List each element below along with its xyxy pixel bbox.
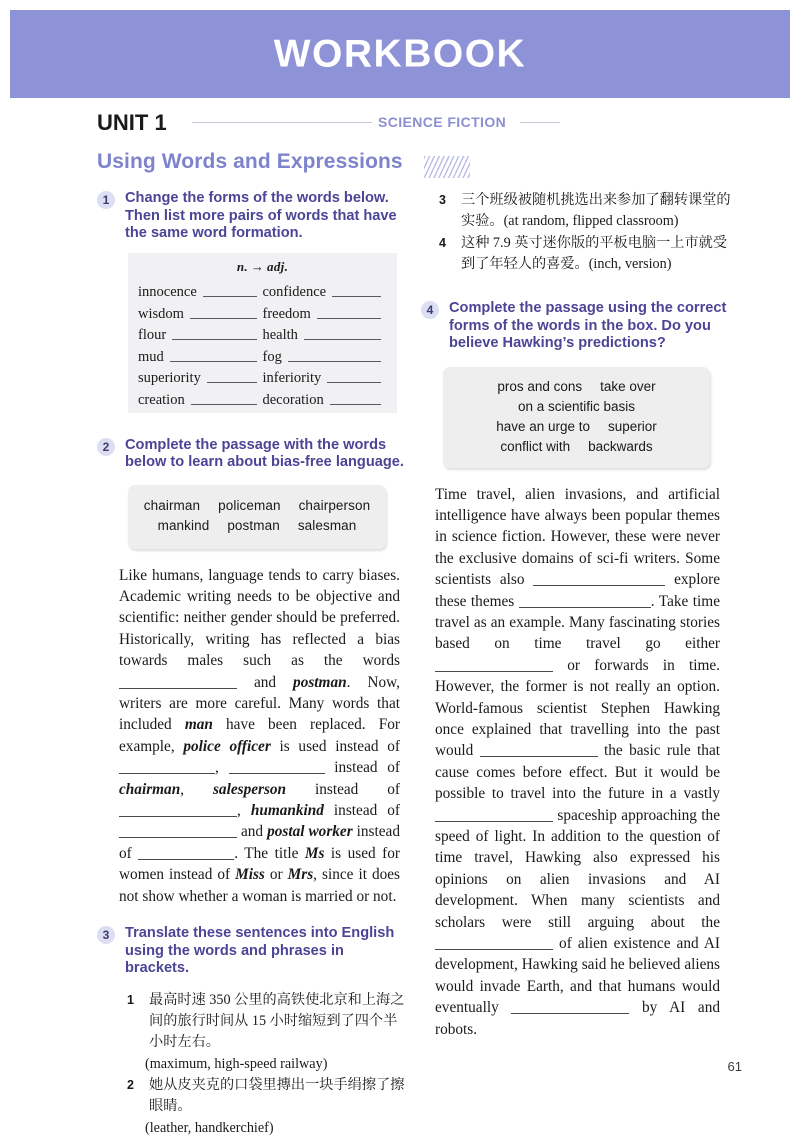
exercise-4-passage: [435, 484, 720, 1041]
exercise-4-number: 4: [421, 301, 439, 319]
list-item-hint: (leather, handkerchief): [145, 1119, 274, 1136]
answer-blank[interactable]: [317, 307, 381, 319]
wordbox-line: [443, 397, 710, 417]
exercise-4-head: [421, 300, 733, 353]
word-formation-table: [128, 253, 397, 413]
noun-word: decoration: [262, 391, 324, 408]
exercise-2-title: Complete the passage with the words below to learn about bias-free language.: [125, 436, 404, 470]
table-cell: [138, 327, 263, 343]
wordbox-word: backwards: [588, 438, 653, 454]
table-cell: [138, 306, 263, 322]
list-item-chinese: [461, 233, 733, 275]
exercise-1-title: Change the forms of the words below. Then list more pairs of words that have the same word formation.: [125, 190, 397, 241]
exercise-3-number: 3: [97, 926, 115, 944]
exercise-3-title: Translate these sentences into English using the words and phrases in brackets.: [125, 925, 395, 976]
passage-emphasis: police officer: [183, 737, 271, 755]
passage-emphasis: humankind: [250, 801, 324, 819]
passage-text: instead of: [323, 801, 400, 819]
answer-blank[interactable]: [119, 823, 237, 838]
wordbox-line: [128, 496, 386, 517]
table-row: [128, 343, 397, 365]
passage-emphasis: Miss: [235, 866, 265, 884]
answer-blank[interactable]: [480, 742, 598, 757]
unit-header: [97, 110, 797, 136]
answer-blank[interactable]: [304, 328, 381, 340]
table-cell: [263, 392, 388, 408]
list-item-chinese: 最高时速 350 公里的高铁使北京和上海之间的旅行时间从 15 小时缩短到了四个半小时左右。: [149, 991, 405, 1050]
table-cell: [263, 349, 388, 365]
list-item-number: 4: [439, 236, 446, 250]
answer-blank[interactable]: [119, 759, 215, 774]
passage-text: ,: [180, 780, 213, 798]
answer-blank[interactable]: [327, 371, 381, 383]
page-banner: [10, 10, 790, 98]
wordbox-line: [443, 417, 710, 437]
list-item-number: 3: [439, 193, 446, 207]
answer-blank[interactable]: [533, 571, 665, 586]
passage-emphasis: Mrs: [287, 866, 314, 884]
list-item-chinese-text: 这种 7.9 英寸迷你版的平板电脑一上市就受到了年轻人的喜爱。: [461, 235, 728, 272]
passage-text: . Take time travel as an example. Many fascinating stories based on time travel go either: [435, 592, 720, 653]
exercise-2: [97, 437, 407, 908]
noun-word: freedom: [262, 305, 311, 322]
answer-blank[interactable]: [119, 674, 237, 689]
answer-blank[interactable]: [435, 657, 553, 672]
passage-text: have been replaced. For example,: [119, 716, 401, 755]
passage-text: . Now, writers are more careful. Many words that included: [119, 673, 400, 734]
passage-text: , since it does not show whether a woman is married or not.: [119, 866, 400, 905]
header-rule-left: [192, 122, 372, 123]
wordbox-word: chairman: [143, 497, 201, 513]
wordbox-word: chairperson: [298, 497, 371, 513]
passage-emphasis: postal worker: [267, 823, 353, 841]
passage-text: Like humans, language tends to carry biases. Academic writing needs to be objective and scientific: neither gender should be preferred. Historically, writing has reflected a bias towards males such as the words: [119, 566, 400, 670]
exercise-3: [97, 925, 407, 1139]
answer-blank[interactable]: [519, 593, 651, 608]
answer-blank[interactable]: [435, 935, 553, 950]
list-item-hint: (maximum, high-speed railway): [145, 1055, 328, 1072]
passage-text: instead of: [324, 759, 400, 777]
noun-word: flour: [138, 327, 167, 343]
passage-text: is used instead of: [270, 737, 400, 755]
answer-blank[interactable]: [229, 759, 325, 774]
passage-text: instead of: [119, 823, 400, 862]
exercise-3-continued: [435, 190, 733, 275]
wordbox-word: have an urge to: [496, 418, 591, 434]
passage-text: instead of: [286, 780, 400, 798]
table-cell: [138, 392, 263, 408]
passage-text: spaceship approaching the speed of light. In addition to the question of time travel, Hawking also expressed his opinions on alien invasions and AI development. When many scientists and scholars were still arguing about the: [435, 806, 720, 931]
passage-text: and: [237, 823, 268, 841]
answer-blank[interactable]: [172, 328, 256, 340]
wordbox-line: [443, 437, 710, 457]
table-cell: [138, 349, 263, 365]
noun-word: wisdom: [138, 305, 184, 322]
list-item-chinese-text: 三个班级被随机挑选出来参加了翻转课堂的实验。: [461, 192, 731, 229]
answer-blank[interactable]: [203, 285, 257, 297]
list-item-hint: (inch, version): [588, 256, 672, 272]
list-item-chinese: 她从皮夹克的口袋里摶出一块手绢擦了擦眼睛。: [149, 1076, 405, 1114]
table-cell: [138, 284, 263, 300]
noun-word: creation: [138, 391, 185, 408]
passage-text: . The title: [234, 844, 305, 862]
right-column: [421, 190, 733, 1040]
exercise-1-number: 1: [97, 191, 115, 209]
passage-emphasis: man: [184, 716, 213, 734]
answer-blank[interactable]: [191, 393, 257, 405]
noun-word: inferiority: [262, 370, 322, 386]
passage-text: ,: [215, 759, 229, 777]
left-column: [97, 190, 407, 1139]
banner-title: WORKBOOK: [273, 32, 527, 76]
list-item: [123, 990, 407, 1053]
wordbox-word: pros and cons: [497, 378, 583, 394]
exercise-1-head: [97, 190, 407, 243]
answer-blank[interactable]: [190, 307, 257, 319]
table-cell: [138, 370, 263, 386]
list-item-hint: (at random, flipped classroom): [503, 213, 679, 229]
exercise-2-passage: [119, 565, 400, 908]
list-item-chinese: [461, 190, 733, 232]
passage-text: ,: [237, 801, 251, 819]
wordbox-word: on a scientific basis: [517, 398, 636, 414]
unit-theme-label: SCIENCE FICTION: [378, 114, 507, 130]
exercise-4-title: Complete the passage using the correct forms of the words in the box. Do you believe Hawking’s predictions?: [449, 300, 727, 351]
noun-word: health: [262, 327, 298, 343]
table-cell: [263, 306, 388, 322]
passage-text: Time travel, alien invasions, and artificial intelligence have always been popular themes in science fiction. However, these were never the exclusive domains of sci-fi writers. Some scientists also: [435, 485, 720, 589]
passage-text: of alien existence and AI development, Hawking said he believed aliens would invade Earth, and that humans would eventually: [435, 935, 720, 1017]
passage-emphasis: Ms: [304, 844, 325, 862]
list-item-number: 2: [127, 1077, 134, 1092]
noun-word: innocence: [138, 284, 197, 300]
passage-text: is used for women instead of: [119, 844, 400, 884]
wordbox-word: policeman: [218, 497, 281, 513]
wordbox-line: [128, 516, 386, 537]
answer-blank[interactable]: [207, 371, 257, 383]
table-row: [128, 322, 397, 344]
exercise-3-sentence-list: [123, 990, 407, 1139]
hatch-decoration-icon: [424, 156, 470, 178]
header-rule-right: [520, 122, 560, 123]
table-row: [128, 386, 397, 408]
noun-word: superiority: [138, 370, 201, 386]
table-row: [128, 279, 397, 301]
exercise-4: [421, 300, 733, 1040]
noun-word: fog: [262, 348, 282, 365]
passage-text: or: [264, 866, 288, 884]
list-item: [435, 233, 733, 275]
passage-text: or forwards in time. However, the former is not really an option. World-famous scientist Stephen Hawking once explained that travelling into the past would: [435, 656, 720, 760]
exercise-2-number: 2: [97, 438, 115, 456]
wordbox-line: [443, 377, 710, 397]
table-row: [128, 300, 397, 322]
wordbox-word: mankind: [157, 518, 210, 533]
passage-text: and: [237, 673, 294, 691]
passage-emphasis: postman: [293, 673, 347, 691]
table-cell: [263, 327, 388, 343]
passage-text: the basic rule that cause comes before effect. But it would be possible to travel into the future in a vastly: [435, 742, 720, 803]
noun-word: mud: [138, 348, 164, 365]
passage-text: by AI and robots.: [435, 999, 721, 1038]
wordbox-word: take over: [600, 378, 656, 394]
word-formation-table-header: n. → adj.: [236, 258, 289, 274]
list-item: [435, 190, 733, 232]
answer-blank[interactable]: [288, 350, 381, 362]
table-cell: [263, 370, 388, 386]
page-title: Using Words and Expressions: [97, 150, 403, 173]
noun-word: confidence: [262, 284, 327, 300]
unit-label: UNIT 1: [97, 110, 167, 135]
answer-blank[interactable]: [119, 802, 237, 817]
exercise-2-head: [97, 437, 407, 472]
exercise-2-wordbox: [128, 485, 386, 549]
table-row: [128, 365, 397, 387]
answer-blank[interactable]: [332, 285, 381, 297]
wordbox-word: salesman: [297, 518, 357, 533]
passage-text: explore these themes: [435, 571, 720, 610]
answer-blank[interactable]: [435, 807, 553, 822]
exercise-4-wordbox: [443, 367, 710, 468]
answer-blank[interactable]: [330, 393, 381, 405]
exercise-1: [97, 190, 407, 413]
table-cell: [263, 284, 388, 300]
page-number: 61: [727, 1059, 742, 1074]
list-item-number: 1: [127, 992, 134, 1007]
answer-blank[interactable]: [511, 999, 629, 1014]
wordbox-word: superior: [608, 418, 657, 434]
list-item: [123, 1075, 407, 1117]
passage-emphasis: chairman: [119, 780, 181, 798]
wordbox-word: postman: [227, 518, 280, 533]
exercise-3-head: [97, 925, 407, 978]
passage-emphasis: salesperson: [212, 780, 287, 798]
wordbox-word: conflict with: [500, 438, 571, 454]
answer-blank[interactable]: [138, 845, 234, 860]
answer-blank[interactable]: [170, 350, 257, 362]
